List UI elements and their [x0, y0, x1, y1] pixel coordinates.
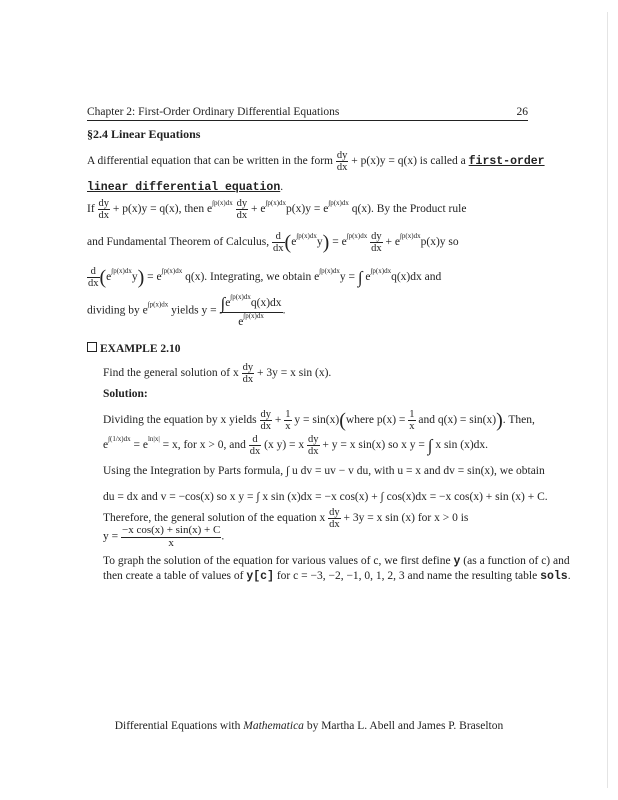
general-solution: y = $\frac{\text{−x cos(x) + sin(x) + C}}{x}$ . — [103, 524, 225, 549]
section-title: §2.4 Linear Equations — [87, 127, 201, 141]
example-heading: EXAMPLE 2.10 — [87, 342, 181, 355]
term-first-order: first-order — [468, 155, 545, 169]
page-footer: Differential Equations with Mathematica by Martha L. Abell and James P. Braselton — [114, 720, 504, 732]
running-header — [87, 106, 528, 121]
solution-step-4: du = dx and v = −cos(x) so x y = ∫ x sin (x)dx = −x cos(x) + ∫ cos(x)dx = −x cos(x) + sin (x) + C. — [103, 491, 548, 503]
graphing-paragraph-line-2: then create a table of values of y[c] for c = −3, −2, −1, 0, 1, 2, 3 and name the resulting table sols. — [103, 570, 571, 583]
checkbox-icon — [87, 342, 97, 352]
code-y: y — [453, 555, 461, 568]
intro-line: A differential equation that can be written in the form $\frac{dy}{dx}$ + p(x)y = q(x) is called a first-order — [87, 150, 545, 174]
graphing-paragraph-line-1: To graph the solution of the equation for various values of c, we first define y (as a function of c) and — [103, 555, 570, 568]
page-edge-line — [607, 12, 608, 788]
paragraph-integrating: $\frac{d}{dx}$ $(e^{\int p(x)dx}y) = e^{\int p(x)dx}$ q(x). Integrating, we obtain $e^{\int p(x)dx}y$ = ∫ $e^{\int p(x)dx}q(x)dx$ and — [88, 266, 442, 290]
page-number: 26 — [516, 106, 528, 118]
fraction-dy-dx: $\frac{dy}{dx}$ — [336, 150, 348, 174]
solution-step-5: Therefore, the general solution of the equation x $\frac{dy}{dx}$ + 3y = x sin (x) for x > 0 is — [103, 507, 469, 531]
solution-step-1: Dividing the equation by x yields $\frac{dy}{dx}$ + $\frac{1}{x}$ y = sin(x)(where p(x) = $\frac{1}{x}$ and q(x) = sin(x)). Then, — [103, 409, 535, 433]
solution-step-3: Using the Integration by Parts formula, ∫ u dv = uv − v du, with u = x and dv = sin(x), we obtain — [103, 465, 545, 477]
code-sols: sols — [540, 570, 568, 583]
solution-step-2: $e^{\int(1/x)dx} = e^{ln|x|} = x$, for x > 0, and $\frac{d}{dx}$ (x y) = x $\frac{dy}{dx}$ + y = x sin(x) so x y = ∫ x sin (x)dx. — [103, 434, 489, 458]
intro-line-2: linear differential equation. — [87, 181, 284, 194]
example-problem: Find the general solution of x $\frac{dy}{dx}$ + 3y = x sin (x). — [103, 362, 332, 386]
code-y-c: y[c] — [246, 570, 274, 583]
solution-label: Solution: — [103, 388, 148, 400]
paragraph-if: If $\frac{dy}{dx}$ + p(x)y = q(x), then $e^{\int p(x)dx}$ $\frac{dy}{dx}$ + $e^{\int p(x)dx}p(x)y = e^{\int p(x)dx}$ q(x). By the Product rule — [87, 198, 467, 222]
paragraph-dividing: dividing by $e^{\int p(x)dx}$ yields y = $\frac{\int e^{\int p(x)dx}q(x)dx}{e^{\int p(x)dx}}$ . — [87, 293, 286, 328]
term-linear-de: linear differential equation — [87, 181, 281, 194]
chapter-title: Chapter 2: First-Order Ordinary Differential Equations — [87, 106, 340, 118]
paragraph-ftc: and Fundamental Theorem of Calculus, $\frac{d}{dx}$ $(e^{\int p(x)dx}y) = e^{\int p(x)dx}$ $\frac{dy}{dx}$ + $e^{\int p(x)dx}p(x)y$ so — [87, 231, 459, 255]
